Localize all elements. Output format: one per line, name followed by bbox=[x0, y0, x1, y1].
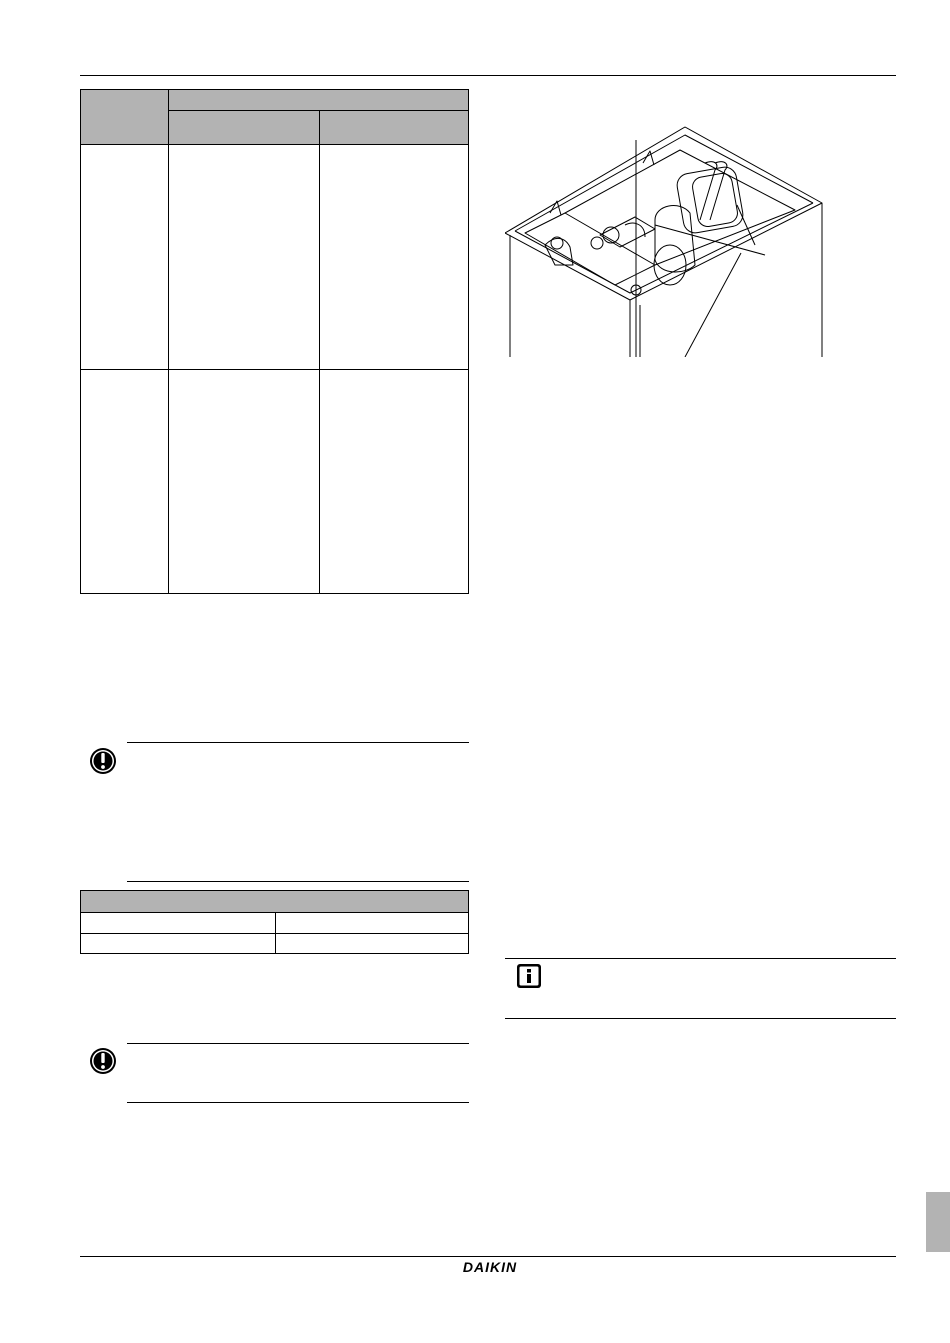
notice-bottom-rule bbox=[127, 881, 469, 882]
footer-rule bbox=[80, 1256, 896, 1257]
col-divider-2 bbox=[319, 144, 320, 594]
chapter-side-tab bbox=[926, 1192, 950, 1252]
small-table-col-divider bbox=[275, 912, 276, 954]
warning-exclamation-icon bbox=[88, 746, 118, 776]
specification-table bbox=[80, 89, 469, 594]
warning-notice bbox=[80, 1042, 469, 1104]
warning-exclamation-icon bbox=[88, 1046, 118, 1076]
header-rule bbox=[80, 75, 896, 76]
table-border bbox=[80, 89, 469, 594]
small-table bbox=[80, 890, 469, 954]
notice-bottom-rule bbox=[127, 1102, 469, 1103]
brand-logo bbox=[450, 1259, 530, 1275]
col-divider-1 bbox=[168, 144, 169, 594]
info-top-rule bbox=[505, 958, 896, 959]
brand-logo-text: DAIKIN bbox=[462, 1259, 518, 1275]
notice-top-rule bbox=[127, 742, 469, 743]
info-bottom-rule bbox=[505, 1018, 896, 1019]
warning-notice bbox=[80, 741, 469, 883]
indoor-unit-top-view-illustration bbox=[505, 125, 830, 357]
row-divider-1 bbox=[80, 144, 469, 145]
notice-top-rule bbox=[127, 1043, 469, 1044]
row-divider-2 bbox=[80, 369, 469, 370]
information-icon bbox=[516, 963, 542, 989]
information-notice bbox=[505, 958, 896, 1020]
